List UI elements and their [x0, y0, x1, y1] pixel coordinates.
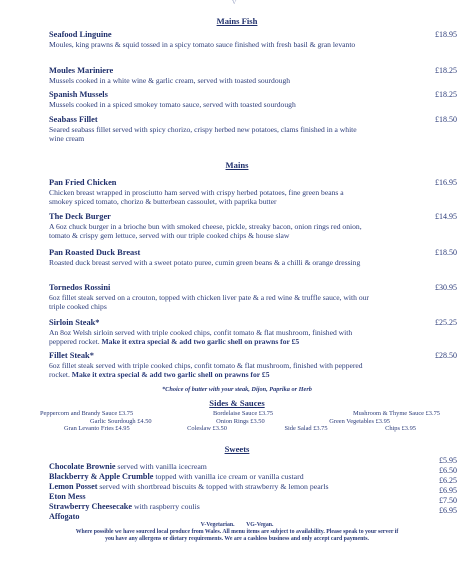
sides-row: [40, 410, 440, 418]
menu-item: [49, 90, 469, 109]
diet-legend: V-Vegetarian. VG-Vegan.: [200, 522, 274, 528]
item-name: Pan Roasted Duck Breast: [49, 248, 141, 257]
item-name: Seabass Fillet: [49, 115, 98, 124]
menu-item: [49, 212, 469, 240]
item-name: Spanish Mussels: [49, 90, 108, 99]
item-price: £6.95: [439, 486, 457, 495]
item-description: Roasted duck breast served with a sweet potato puree, cumin green beans & a chilli & orange dressing: [49, 258, 361, 267]
sides-row: [40, 418, 440, 426]
item-description: topped with vanilla ice cream or vanilla custard: [153, 472, 304, 481]
item-description: 6oz fillet steak served on a crouton, topped with chicken liver pate & a red wine & truffle sauce, with our triple cooked chips: [49, 293, 369, 311]
item-name: Chocolate Brownie: [49, 462, 116, 471]
footer-notice-line-1: Where possible we have sourced local produce from Wales. All menu items are subject to availability. Please speak to your server if: [75, 529, 399, 535]
item-price: £18.25: [435, 90, 457, 99]
section-title-sides-sauces: Sides & Sauces: [209, 398, 265, 408]
side-item: Chips £3.95: [385, 425, 416, 433]
item-price: £30.95: [435, 283, 457, 292]
side-item: Gran Levanto Fries £4.95: [64, 425, 130, 433]
item-name: Fillet Steak*: [49, 351, 94, 360]
side-item: Garlic Sourdough £4.50: [90, 417, 152, 425]
menu-item: [49, 351, 469, 379]
item-name: Affogato: [49, 512, 80, 521]
item-price: £14.95: [435, 212, 457, 221]
side-item: Bordelaise Sauce £3.75: [212, 410, 274, 417]
item-upsell-text: Make it extra special & add two garlic shell on prawns for £5: [71, 370, 270, 379]
menu-item: [49, 30, 469, 49]
item-description: Chicken breast wrapped in prosciutto ham served with crispy herbed potatoes, fine green beans a smokey spiced tomato, chorizo & butterbean cassoulet, with paprika butter: [49, 188, 344, 206]
item-name: Seafood Linguine: [49, 30, 112, 39]
item-price: £16.95: [435, 178, 457, 187]
steak-butter-note: *Choice of butter with your steak, Dijon, Paprika or Herb: [162, 386, 312, 393]
item-description-text: An 8oz Welsh sirloin served with triple cooked chips, confit tomato & flat mushroom, finished with peppered rocket.: [49, 328, 353, 346]
menu-item: [49, 66, 469, 85]
sides-list: [40, 410, 440, 433]
menu-item: [49, 178, 469, 206]
item-description: [49, 361, 369, 379]
item-name: The Deck Burger: [49, 212, 111, 221]
item-price: £7.50: [439, 496, 457, 505]
item-name: Strawberry Cheesecake: [49, 502, 132, 511]
menu-item: [49, 506, 469, 521]
item-price: £6.25: [439, 476, 457, 485]
item-description: A 6oz chuck burger in a brioche bun with smoked cheese, pickle, streaky bacon, onion rings red onion, tomato & crispy gem lettuce, served with our triple cooked chips & house slaw: [49, 222, 362, 240]
item-price: £18.25: [435, 66, 457, 75]
item-price: £18.95: [435, 30, 457, 39]
item-name: Lemon Posset: [49, 482, 98, 491]
item-price: £28.50: [435, 351, 457, 360]
item-name: Eton Mess: [49, 492, 86, 501]
item-description-text: 6oz fillet steak served with triple cooked chips, confit tomato & flat mushroom, finished with peppered rocket.: [49, 361, 363, 379]
item-price: £6.95: [439, 506, 457, 515]
item-name: Sirloin Steak*: [49, 318, 100, 327]
item-name: Blackberry & Apple Crumble: [49, 472, 154, 481]
item-description: served with vanilla icecream: [115, 462, 207, 471]
item-description: served with shortbread biscuits & topped with strawberry & lemon pearls: [97, 482, 329, 491]
item-name: Moules Mariniere: [49, 66, 114, 75]
item-price: £25.25: [435, 318, 457, 327]
side-item: Coleslaw £3.50: [187, 425, 227, 433]
item-price: £18.50: [435, 115, 457, 124]
sides-row: [40, 425, 440, 433]
item-description: Seared seabass fillet served with spicy chorizo, crispy herbed new potatoes, clams finished in a white wine cream: [49, 125, 357, 143]
menu-item: [49, 115, 469, 143]
side-item: Side Salad £3.75: [284, 425, 328, 433]
item-name: Tornedos Rossini: [49, 283, 111, 292]
item-price: £5.95: [439, 456, 457, 465]
side-item: Onion Rings £3.50: [216, 417, 265, 425]
item-name: Pan Fried Chicken: [49, 178, 117, 187]
side-item: Mushroom & Thyme Sauce £3.75: [352, 410, 440, 417]
section-title-sweets: Sweets: [224, 444, 250, 454]
side-item: Green Vegetables £3.95: [329, 417, 390, 425]
menu-item: [49, 248, 469, 267]
item-description: Mussels cooked in a white wine & garlic cream, served with toasted sourdough: [49, 76, 291, 85]
footer-notice-line-2: you have any allergens or dietary requirements. We are a cashless business and only accept card payments.: [105, 536, 369, 542]
item-price: £6.50: [439, 466, 457, 475]
section-title-mains-fish: Mains Fish: [216, 16, 258, 26]
item-description: Mussels cooked in a spiced smokey tomato sauce, served with toasted sourdough: [49, 100, 296, 109]
menu-item: [49, 318, 469, 346]
section-title-mains: Mains: [225, 160, 249, 170]
item-description: Moules, king prawns & squid tossed in a spicy tomato sauce finished with fresh basil & gran levanto: [49, 40, 356, 49]
item-price: £18.50: [435, 248, 457, 257]
item-description: [49, 328, 369, 346]
item-description: with raspberry coulis: [132, 502, 200, 511]
item-upsell-text: Make it extra special & add two garlic shell on prawns for £5: [101, 337, 300, 346]
footer: [30, 522, 444, 543]
menu-item: [49, 283, 469, 311]
page-mark: V: [232, 0, 237, 6]
side-item: Peppercorn and Brandy Sauce £3.75: [40, 410, 134, 417]
